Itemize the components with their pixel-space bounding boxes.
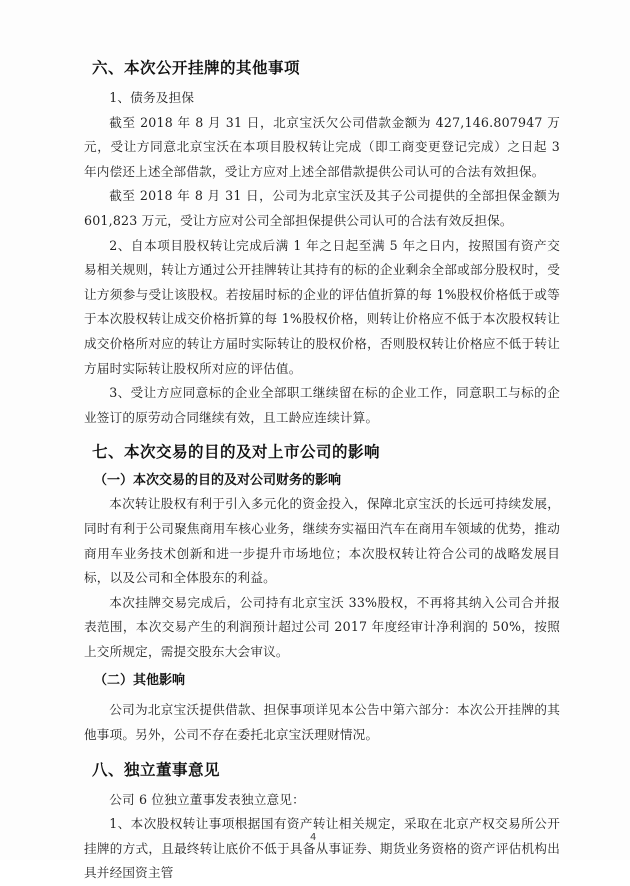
section-8-paragraph-intro: 公司 6 位独立董事发表独立意见： bbox=[109, 791, 305, 807]
section-7-subheading-1: （一）本次交易的目的及对公司财务的影响 bbox=[94, 473, 342, 489]
document-body bbox=[84, 56, 560, 886]
section-6-heading: 六、本次公开挂牌的其他事项 bbox=[92, 59, 301, 77]
section-8-paragraph-1: 1、本次股权转让事项根据国有资产转让相关规定，采取在北京产权交易所公开挂牌的方式，且最终转让底价不低于具备从事证券、期货业务资格的资产评估机构出具并经国资主管 bbox=[84, 816, 560, 881]
page-number: 4 bbox=[310, 832, 317, 843]
section-7-paragraph-purpose: 本次转让股权有利于引入多元化的资金投入，保障北京宝沃的长远可持续发展，同时有利于公司聚焦商用车核心业务，继续夯实福田汽车在商用车领域的优势，推动商用车业务技术创新和进一步提升市场地位；本次股权转让符合公司的战略发展目标，以及公司和全体股东的利益。 bbox=[84, 496, 560, 586]
section-6-paragraph-guarantee: 截至 2018 年 8 月 31 日，公司为北京宝沃及其子公司提供的全部担保金额为 601,823 万元，受让方应对公司全部担保提供公司认可的合法有效反担保。 bbox=[84, 188, 560, 228]
section-8-heading: 八、独立董事意见 bbox=[92, 760, 221, 779]
section-7-paragraph-financial-impact: 本次挂牌交易完成后，公司持有北京宝沃 33%股权，不再将其纳入公司合并报表范围，本次交易产生的利润预计超过公司 2017 年度经审计净利润的 50%，按照上交所规定，需提交股东大会审议。 bbox=[84, 594, 560, 659]
section-7-heading: 七、本次交易的目的及对上市公司的影响 bbox=[92, 443, 381, 462]
section-6-paragraph-employees: 3、受让方应同意标的企业全部职工继续留在标的企业工作，同意职工与标的企业签订的原劳动合同继续有效，且工龄应连续计算。 bbox=[84, 385, 560, 425]
section-7-subheading-2: （二）其他影响 bbox=[94, 673, 186, 689]
section-6-paragraph-debt: 截至 2018 年 8 月 31 日，北京宝沃欠公司借款金额为 427,146.807947 万元，受让方同意北京宝沃在本项目股权转让完成（即工商变更登记完成）之日起 3 年内偿还上述全部借款，受让方应对上述全部借款提供公司认可的合法有效担保。 bbox=[84, 114, 560, 179]
section-7-paragraph-other-impact: 公司为北京宝沃提供借款、担保事项详见本公告中第六部分：本次公开挂牌的其他事项。另外，公司不存在委托北京宝沃理财情况。 bbox=[84, 702, 560, 743]
section-6-item-1-label: 1、债务及担保 bbox=[109, 90, 195, 105]
section-6-paragraph-equity-transfer: 2、自本项目股权转让完成后满 1 年之日起至满 5 年之日内，按照国有资产交易相关规则，转让方通过公开挂牌转让其持有的标的企业剩余全部或部分股权时，受让方须参与受让该股权。若按届时标的企业的评估值折算的每 1%股权价格低于或等于本次股权转让成交价格折算的每 1%股权价格，则转让价格应不低于本次股权转让成交价格所对应的转让方届时实际转让的股权价格，否则股权转让价格应不低于转让方届时实际转让股权所对应的评估值。 bbox=[84, 237, 560, 376]
